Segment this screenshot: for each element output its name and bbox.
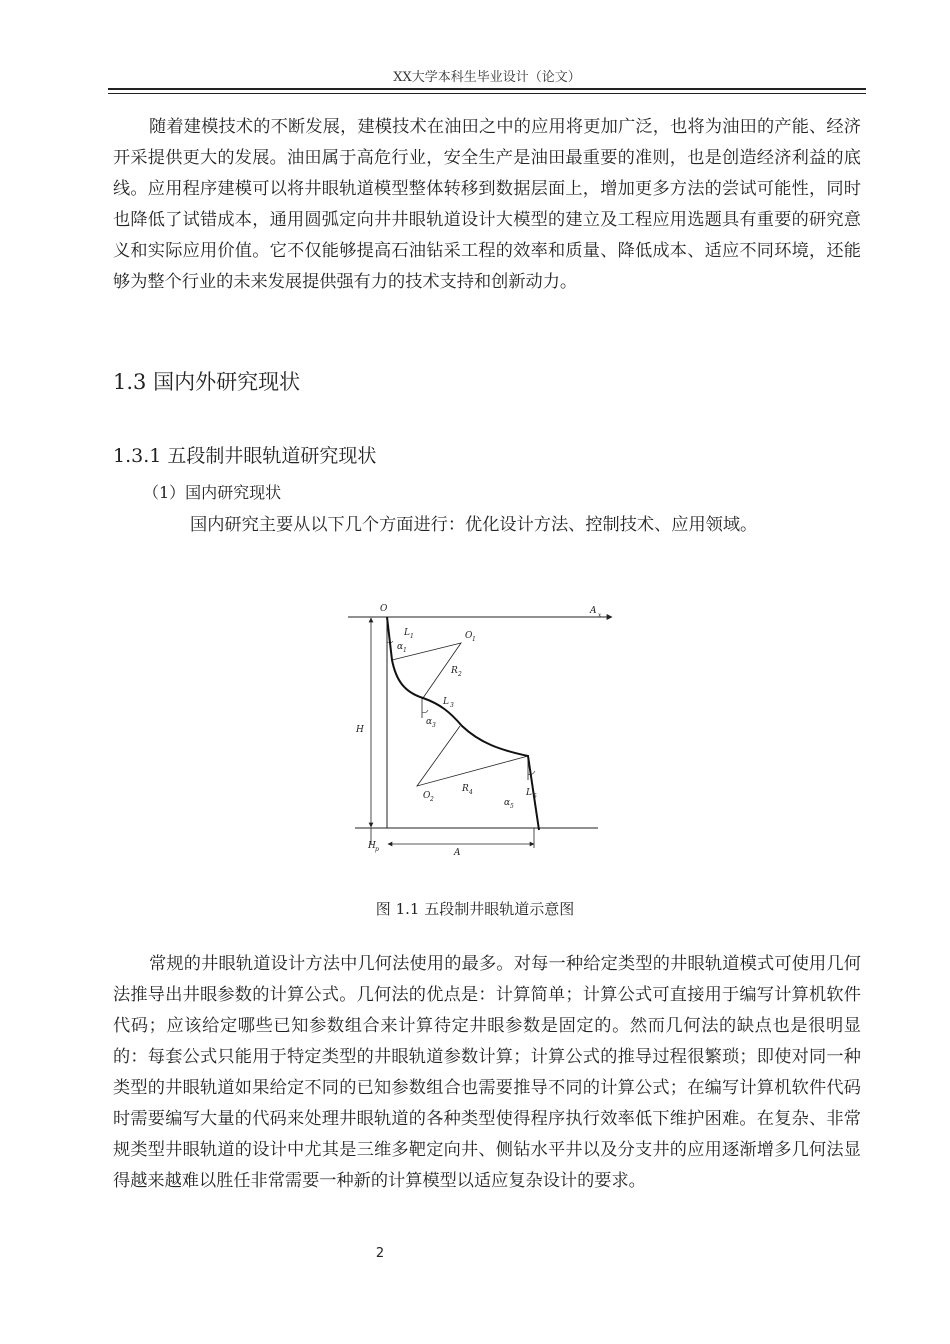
item-intro: 国内研究主要从以下几个方面进行：优化设计方法、控制技术、应用领域。 [190,515,758,535]
item-heading: （1）国内研究现状 [143,483,282,502]
figure-label: 1 [410,633,414,640]
figure-label: R [462,784,469,794]
label-a: A [454,848,461,858]
header-rule-thin [108,93,866,94]
figure-label: 2 [458,671,462,678]
figure-label: 5 [510,803,514,810]
well-trajectory-curve [387,617,539,830]
section-heading: 1.3 国内外研究现状 [113,370,301,394]
figure-label: α [504,798,511,808]
figure-label: R [451,666,458,676]
page-number: 2 [375,1246,385,1261]
figure-label: α [426,717,433,727]
figure-label: L [526,788,532,798]
figure-label: 4 [469,789,473,796]
figure-label: 5 [533,793,537,800]
figure-label: 1 [403,647,407,654]
figure-label: 3 [432,722,436,729]
figure-label: O [465,631,473,641]
figure-stroke [422,710,428,713]
well-trajectory-figure [340,598,620,863]
body-paragraph-1: 随着建模技术的不断发展，建模技术在油田之中的应用将更加广泛，也将为油田的产能、经济开采提供更大的发展。油田属于高危行业，安全生产是油田最重要的准则，也是创造经济利益的底线。应用程序建模可以将井眼轨道模型整体转移到数据层面上，增加更多方法的尝试可能性，同时也降低了试错成本，通用圆弧定向井井眼轨道设计大模型的建立及工程应用选题具有重要的研究意义和实际应用价值。它不仅能够提高石油钻采工程的效率和质量、降低成本、适应不同环境，还能够为整个行业的未来发展提供强有力的技术支持和创新动力。 [113,117,861,292]
figure-label: p [375,846,379,853]
figure-label: 3 [450,702,454,709]
running-header: XX大学本科生毕业设计（论文） [393,70,581,85]
body-paragraph-2: 常规的井眼轨道设计方法中几何法使用的最多。对每一种给定类型的井眼轨道模式可使用几何法推导出井眼参数的计算公式。几何法的优点是：计算简单；计算公式可直接用于编写计算机软件代码；应该给定哪些已知参数组合来计算待定井眼参数是固定的。然而几何法的缺点也是很明显的：每套公式只能用于特定类型的井眼轨道参数计算；计算公式的推导过程很繁琐；即使对同一种类型的井眼轨道如果给定不同的已知参数组合也需要推导不同的计算公式；在编写计算机软件代码时需要编写大量的代码来处理井眼轨道的各种类型使得程序执行效率低下维护困难。在复杂、非常规类型井眼轨道的设计中尤其是三维多靶定向井、侧钻水平井以及分支井的应用逐渐增多几何法显得越来越难以胜任非常需要一种新的计算模型以适应复杂设计的要求。 [113,954,861,1191]
subsection-heading: 1.3.1 五段制井眼轨道研究现状 [113,445,377,467]
header-rule-thick [108,88,866,90]
figure-label: 1 [472,636,476,643]
label-origin: O [380,604,388,614]
figure-label: α [397,642,404,652]
figure-label: A [590,606,597,616]
figure-label: L [443,697,449,707]
figure-label: H [368,841,376,851]
figure-label: 2 [430,796,434,803]
figure-label: O [423,791,431,801]
figure-label: x [598,612,602,619]
figure-label: L [404,628,410,638]
label-h: H [356,725,364,735]
figure-caption: 图 1.1 五段制井眼轨道示意图 [375,900,575,918]
